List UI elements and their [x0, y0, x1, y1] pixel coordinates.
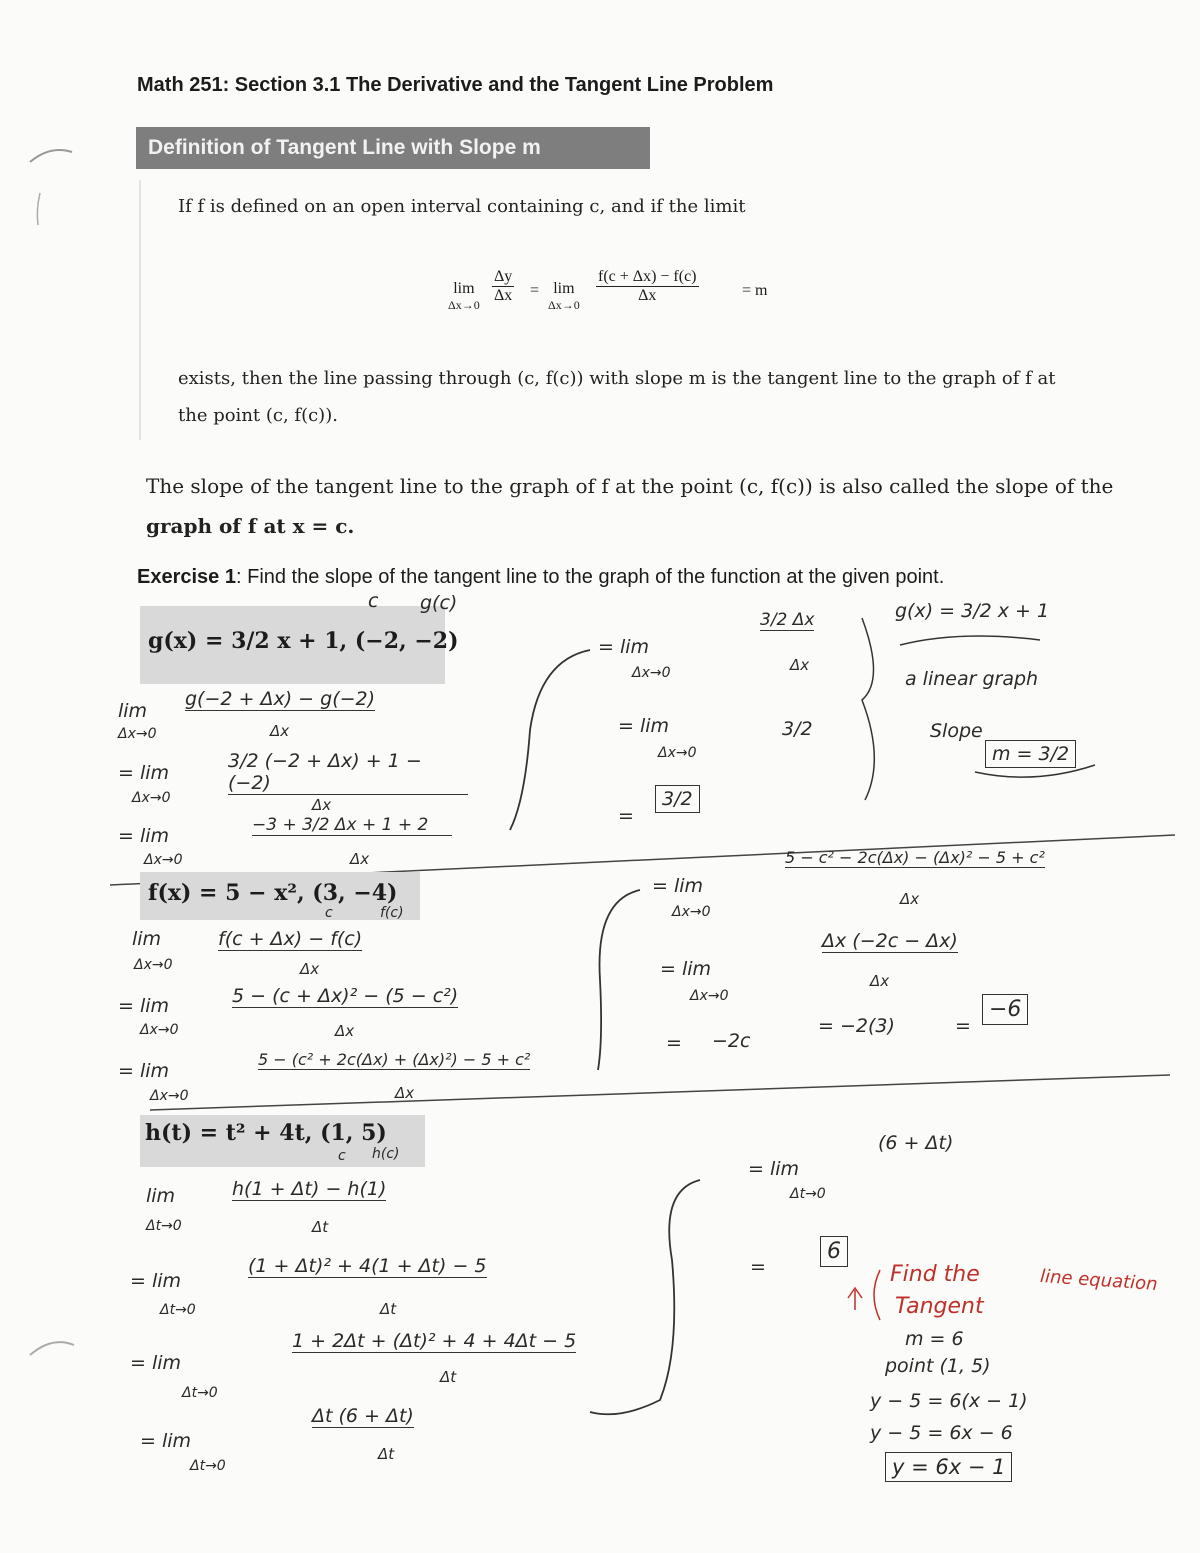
lim: lim [132, 928, 162, 950]
problem1-function: g(x) = 3/2 x + 1, (−2, −2) [148, 628, 459, 654]
lim-sub: Δt→0 [790, 1186, 826, 1202]
p2-step1-num: f(c + Δx) − f(c) [218, 928, 363, 950]
annotation-c: c [338, 1148, 346, 1164]
lim-sub: Δx→0 [132, 790, 171, 806]
side-linear: a linear graph [905, 668, 1039, 690]
lim-sub: Δt→0 [146, 1218, 182, 1234]
lim-sub: Δx→0 [658, 745, 697, 761]
lim-subscript: Δx→0 [448, 298, 480, 312]
eq-m: m = 6 [905, 1328, 964, 1350]
lim-sub: Δt→0 [182, 1385, 218, 1401]
lim-sub: Δx→0 [118, 726, 157, 742]
p1-step5: 3/2 [782, 718, 813, 740]
lim: lim [118, 700, 148, 722]
p1-step1-den: Δx [270, 722, 290, 740]
side-m-box: m = 3/2 [985, 740, 1076, 768]
equals-lim: = lim [598, 636, 650, 658]
eq-line2: y − 5 = 6x − 6 [870, 1422, 1013, 1444]
p1-step3-den: Δx [350, 850, 370, 868]
annotation-c: c [325, 905, 333, 921]
red-note-line-equation: line equation [1039, 1265, 1159, 1296]
p2-step3-num: 5 − (c² + 2c(Δx) + (Δx)²) − 5 + c² [258, 1050, 531, 1069]
problem3-function: h(t) = t² + 4t, (1, 5) [145, 1120, 387, 1146]
p2-right2-num: Δx (−2c − Δx) [822, 930, 958, 952]
equals-lim: = lim [660, 958, 712, 980]
eq-point: point (1, 5) [885, 1355, 991, 1377]
definition-conclusion-1: exists, then the line passing through (c, f(c)) with slope m is the tangent line to the graph of f at [178, 368, 1056, 389]
page-title: Math 251: Section 3.1 The Derivative and the Tangent Line Problem [137, 74, 774, 96]
lim-sub: Δx→0 [144, 852, 183, 868]
p2-right3: −2c [712, 1030, 751, 1052]
p3-step3-num: 1 + 2Δt + (Δt)² + 4 + 4Δt − 5 [292, 1330, 577, 1352]
lim-sub: Δx→0 [690, 988, 729, 1004]
eq-line1: y − 5 = 6(x − 1) [870, 1390, 1028, 1412]
exercise-text: : Find the slope of the tangent line to the graph of the function at the given point. [235, 566, 945, 588]
lim: lim [146, 1185, 176, 1207]
exercise-label: Exercise 1 [137, 566, 236, 588]
p1-result-box: 3/2 [655, 785, 700, 813]
p3-step3-den: Δt [440, 1368, 457, 1386]
lim-sub: Δx→0 [150, 1088, 189, 1104]
equals-sign: = [750, 1256, 766, 1278]
p3-step2-den: Δt [380, 1300, 397, 1318]
equals-sign: = [618, 805, 634, 827]
p3-step4-num: Δt (6 + Δt) [312, 1405, 414, 1427]
lim-sub: Δt→0 [190, 1458, 226, 1474]
annotation-fc: f(c) [380, 905, 404, 921]
lim-sub: Δx→0 [134, 957, 173, 973]
exercise-heading [137, 566, 944, 589]
equals-sign: = [955, 1015, 971, 1037]
side-slope: Slope [930, 720, 983, 742]
p3-right1: (6 + Δt) [878, 1132, 954, 1154]
p3-step1-num: h(1 + Δt) − h(1) [232, 1178, 387, 1200]
denominator: Δx [638, 287, 657, 304]
denominator: Δx [494, 287, 513, 304]
problem2-function: f(x) = 5 − x², (3, −4) [148, 880, 398, 906]
equals-sign: = [530, 282, 540, 299]
equals-lim: = lim [652, 875, 704, 897]
p2-right1-num: 5 − c² − 2c(Δx) − (Δx)² − 5 + c² [785, 848, 1045, 867]
p1-step4: 3/2 Δx [760, 610, 815, 630]
p3-step4-den: Δt [378, 1445, 395, 1463]
red-note-tangent: Tangent [895, 1294, 984, 1319]
p2-step3-den: Δx [395, 1084, 415, 1102]
annotation-gc: g(c) [420, 592, 458, 614]
p1-step2-num: 3/2 (−2 + Δx) + 1 − (−2) [228, 750, 468, 795]
lim-sub: Δx→0 [140, 1022, 179, 1038]
p2-right1-den: Δx [900, 890, 920, 908]
equals-lim: = lim [130, 1270, 182, 1292]
annotation-hc: h(c) [372, 1146, 400, 1162]
p2-right2-den: Δx [870, 972, 890, 990]
p2-step2-num: 5 − (c + Δx)² − (5 − c²) [232, 985, 459, 1007]
definition-conclusion-2: the point (c, f(c)). [178, 405, 338, 426]
p1-step4-den: Δx [790, 656, 810, 674]
p2-step2-den: Δx [335, 1022, 355, 1040]
numerator: Δy [494, 268, 513, 285]
p1-step2-den: Δx [312, 796, 332, 814]
red-note-find: Find the [890, 1262, 980, 1287]
p2-step1-den: Δx [300, 960, 320, 978]
p3-step2-num: (1 + Δt)² + 4(1 + Δt) − 5 [248, 1255, 487, 1277]
equals-sign: = [666, 1032, 682, 1054]
equals-lim: = lim [140, 1430, 192, 1452]
lim-sub: Δx→0 [672, 904, 711, 920]
equals-lim: = lim [118, 825, 170, 847]
p1-step3-num: −3 + 3/2 Δx + 1 + 2 [252, 815, 452, 836]
note-line-2: graph of f at x = c. [146, 514, 355, 538]
annotation-c: c [368, 590, 379, 612]
equals-lim: = lim [118, 995, 170, 1017]
lim-sub: Δx→0 [632, 665, 671, 681]
eq-final-box: y = 6x − 1 [885, 1452, 1012, 1482]
p2-result-box: −6 [982, 994, 1028, 1025]
definition-banner: Definition of Tangent Line with Slope m [136, 127, 650, 169]
lim-text: lim [553, 280, 575, 297]
lim-subscript: Δx→0 [548, 298, 580, 312]
equals-lim: = lim [118, 1060, 170, 1082]
equals-lim: = lim [130, 1352, 182, 1374]
p1-step1-num: g(−2 + Δx) − g(−2) [185, 688, 376, 710]
equals-lim: = lim [618, 715, 670, 737]
side-gx: g(x) = 3/2 x + 1 [895, 600, 1050, 622]
equals-lim: = lim [118, 762, 170, 784]
p3-result-box: 6 [820, 1236, 848, 1267]
p2-right4: = −2(3) [818, 1015, 895, 1037]
lim-text: lim [453, 280, 475, 297]
definition-intro: If f is defined on an open interval containing c, and if the limit [178, 196, 746, 217]
equals-m: = m [742, 282, 768, 299]
numerator: f(c + Δx) − f(c) [598, 268, 697, 285]
note-line-1: The slope of the tangent line to the graph of f at the point (c, f(c)) is also called the slope of the [146, 474, 1114, 498]
limit-formula [448, 268, 808, 318]
p3-step1-den: Δt [312, 1218, 329, 1236]
equals-lim: = lim [748, 1158, 800, 1180]
lim-sub: Δt→0 [160, 1302, 196, 1318]
